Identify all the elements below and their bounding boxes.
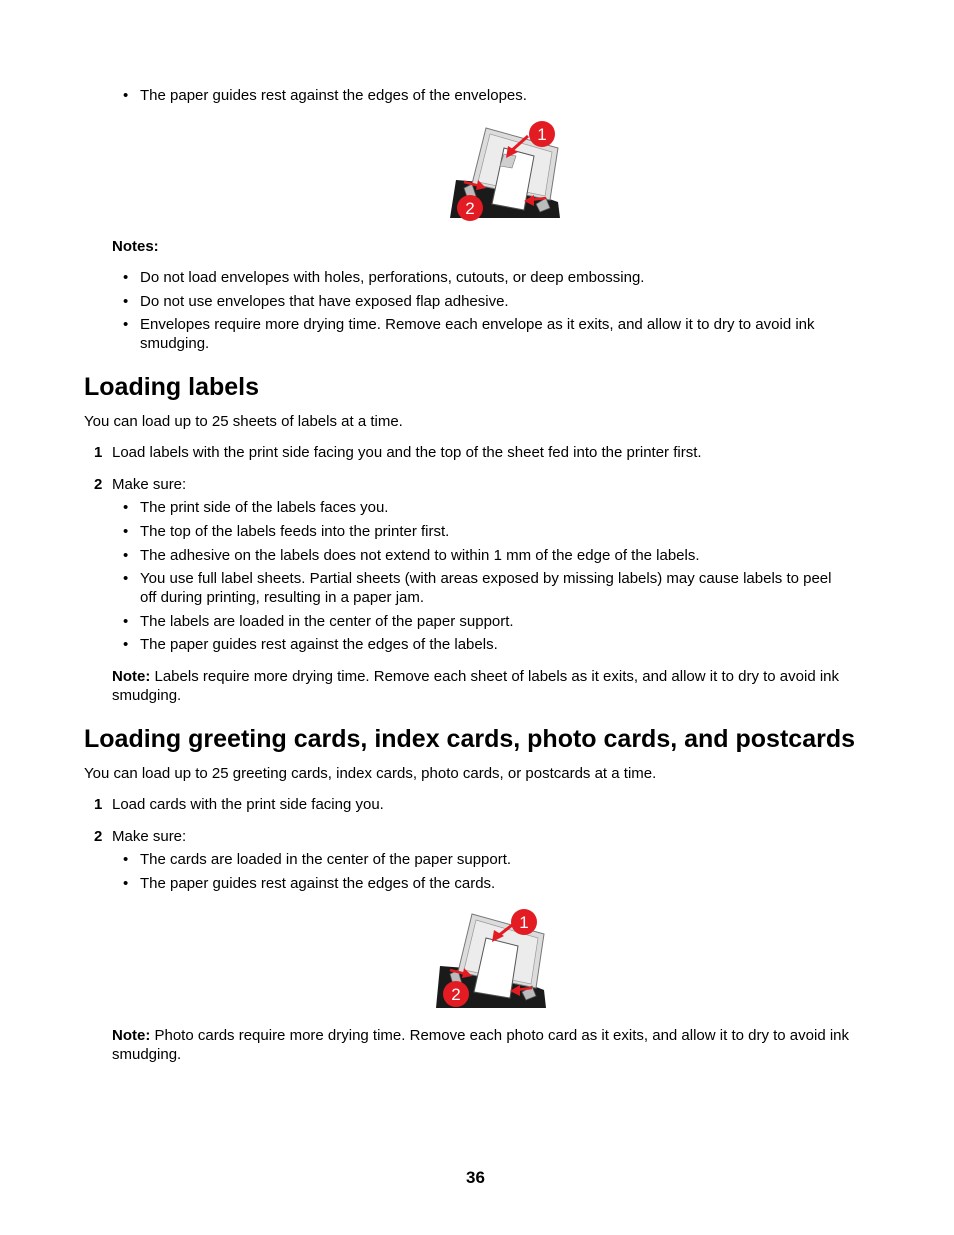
note-text-continued: smudging. (112, 687, 182, 704)
bullet-text: The paper guides rest against the edges of the envelopes. (140, 87, 527, 104)
step-text: Make sure: (112, 828, 187, 845)
step-number: 1 (94, 444, 103, 461)
bullet-dot: • (123, 570, 129, 587)
cards-note (112, 1026, 849, 1045)
step-text: Make sure: (112, 476, 187, 493)
bullet-dot: • (123, 636, 129, 653)
list-item: The cards are loaded in the center of the paper support. (140, 851, 512, 868)
bullet-dot: • (123, 523, 129, 540)
bullet-dot: • (123, 851, 129, 868)
list-item-continued: off during printing, resulting in a paper jam. (140, 589, 425, 606)
note-text: Labels require more drying time. Remove each sheet of labels as it exits, and allow it to dry to avoid ink (150, 668, 840, 685)
bullet-dot: • (123, 316, 129, 333)
note-label: Note: (112, 668, 151, 685)
note-item-continued: smudging. (140, 335, 210, 352)
list-item: The paper guides rest against the edges of the labels. (140, 636, 498, 653)
step-text: Load cards with the print side facing you. (112, 796, 384, 813)
callout-2-label: 2 (465, 199, 475, 218)
bullet-dot: • (123, 613, 129, 630)
notes-heading: Notes: (112, 238, 159, 255)
callout-1-label: 1 (519, 913, 529, 932)
section-heading-labels: Loading labels (84, 373, 260, 401)
bullet-dot: • (123, 875, 129, 892)
list-item: You use full label sheets. Partial sheets (with areas exposed by missing labels) may cause labels to peel (140, 570, 832, 587)
bullet-dot: • (123, 293, 129, 310)
list-item: The top of the labels feeds into the printer first. (140, 523, 450, 540)
cards-intro: You can load up to 25 greeting cards, index cards, photo cards, or postcards at a time. (84, 765, 657, 782)
step-number: 2 (94, 476, 103, 493)
section-heading-cards: Loading greeting cards, index cards, photo cards, and postcards (84, 725, 855, 753)
note-item: Envelopes require more drying time. Remove each envelope as it exits, and allow it to dry to avoid ink (140, 316, 815, 333)
list-item: The paper guides rest against the edges of the cards. (140, 875, 496, 892)
list-item: The labels are loaded in the center of the paper support. (140, 613, 514, 630)
step-number: 1 (94, 796, 103, 813)
note-label: Note: (112, 1027, 151, 1044)
bullet-dot: • (123, 269, 129, 286)
page-number: 36 (466, 1168, 485, 1187)
step-text: Load labels with the print side facing you and the top of the sheet fed into the printer first. (112, 444, 702, 461)
callout-1-label: 1 (537, 125, 547, 144)
card-loading-figure (434, 904, 550, 1010)
list-item: The adhesive on the labels does not extend to within 1 mm of the edge of the labels. (140, 547, 700, 564)
bullet-dot: • (123, 547, 129, 564)
bullet-dot: • (123, 87, 129, 104)
step-number: 2 (94, 828, 103, 845)
note-item: Do not load envelopes with holes, perforations, cutouts, or deep embossing. (140, 269, 645, 286)
labels-note (112, 667, 839, 686)
note-item: Do not use envelopes that have exposed flap adhesive. (140, 293, 509, 310)
bullet-dot: • (123, 499, 129, 516)
labels-intro: You can load up to 25 sheets of labels at a time. (84, 413, 403, 430)
envelope-loading-figure (446, 118, 564, 224)
callout-2-label: 2 (451, 985, 461, 1004)
list-item: The print side of the labels faces you. (140, 499, 389, 516)
note-text-continued: smudging. (112, 1046, 182, 1063)
note-text: Photo cards require more drying time. Remove each photo card as it exits, and allow it to dry to avoid ink (150, 1027, 849, 1044)
